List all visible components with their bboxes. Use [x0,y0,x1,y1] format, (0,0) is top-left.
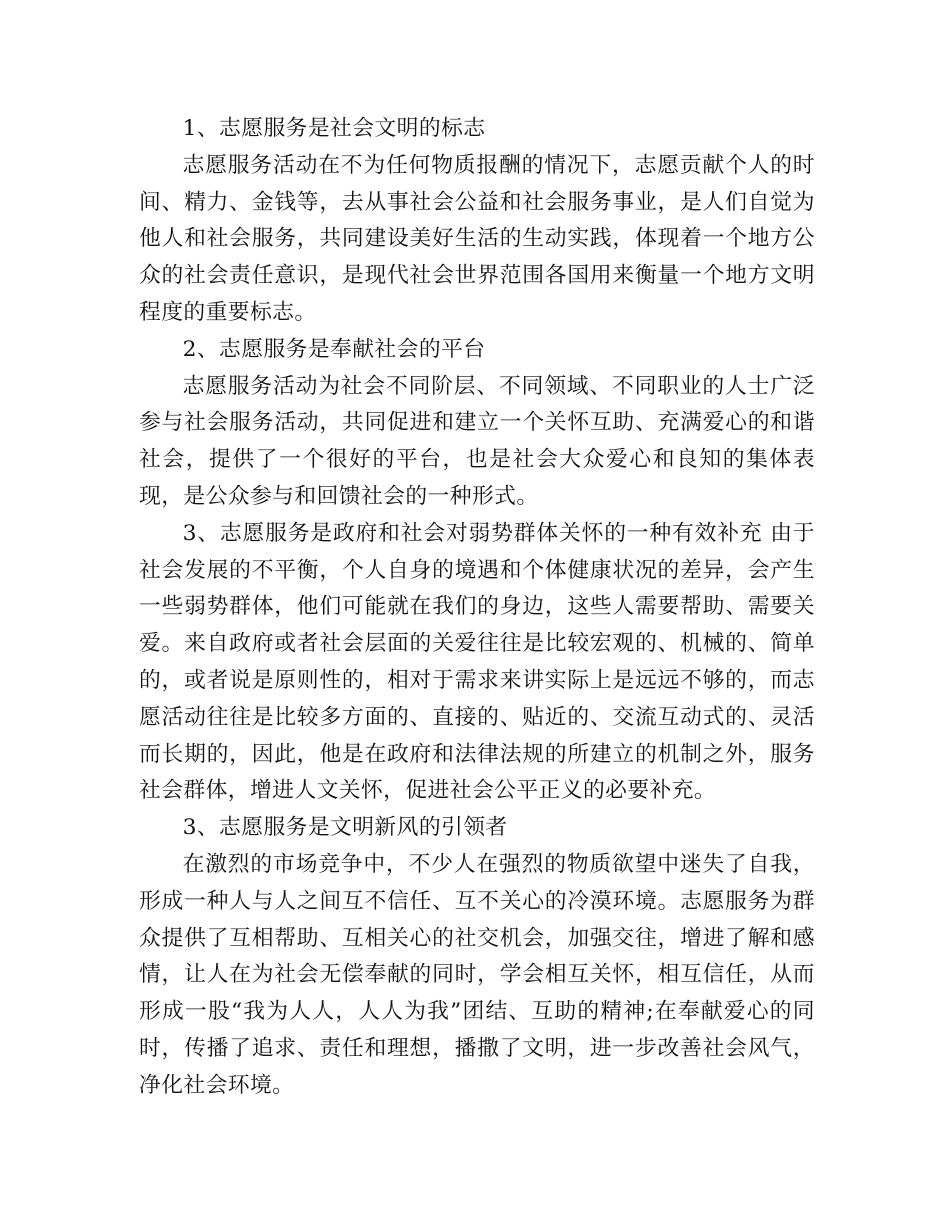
section-2-body: 志愿服务活动为社会不同阶层、不同领域、不同职业的人士广泛参与社会服务活动，共同促进和建立一个关怀互助、充满爱心的和谐社会，提供了一个很好的平台，也是社会大众爱心和良知的集体表现，是公众参与和回馈社会的一种形式。 [139,373,815,509]
section-1-body: 志愿服务活动在不为任何物质报酬的情况下，志愿贡献个人的时间、精力、金钱等，去从事社会公益和社会服务事业，是人们自觉为他人和社会服务，共同建设美好生活的生动实践，体现着一个地方公众的社会责任意识，是现代社会世界范围各国用来衡量一个地方文明程度的重要标志。 [139,152,815,325]
section-4-heading: 3、志愿服务是文明新风的引领者 [182,815,508,841]
section-1-heading: 1、志愿服务是社会文明的标志 [182,116,486,141]
document-page [139,111,815,1105]
section-4-body: 在激烈的市场竞争中，不少人在强烈的物质欲望中迷失了自我，形成一种人与人之间互不信任、互不关心的冷漠环境。志愿服务为群众提供了互相帮助、互相关心的社交机会，加强交往，增进了解和感情，让人在为社会无偿奉献的同时，学会相互关怀，相互信任，从而形成一股“我为人人，人人为我”团结、互助的精神;在奉献爱心的同时，传播了追求、责任和理想，播撒了文明，进一步改善社会风气，净化社会环境。 [139,851,815,1098]
section-2-heading: 2、志愿服务是奉献社会的平台 [182,336,486,362]
section-3-paragraph: 3、志愿服务是政府和社会对弱势群体关怀的一种有效补充 由于社会发展的不平衡，个人自身的境遇和个体健康状况的差异，会产生一些弱势群体，他们可能就在我们的身边，这些人需要帮助、需要关爱。来自政府或者社会层面的关爱往往是比较宏观的、机械的、简单的，或者说是原则性的，相对于需求来讲实际上是远远不够的，而志愿活动往往是比较多方面的、直接的、贴近的、交流互动式的、灵活而长期的，因此，他是在政府和法律法规的所建立的机制之外，服务社会群体，增进人文关怀，促进社会公平正义的必要补充。 [139,520,815,804]
